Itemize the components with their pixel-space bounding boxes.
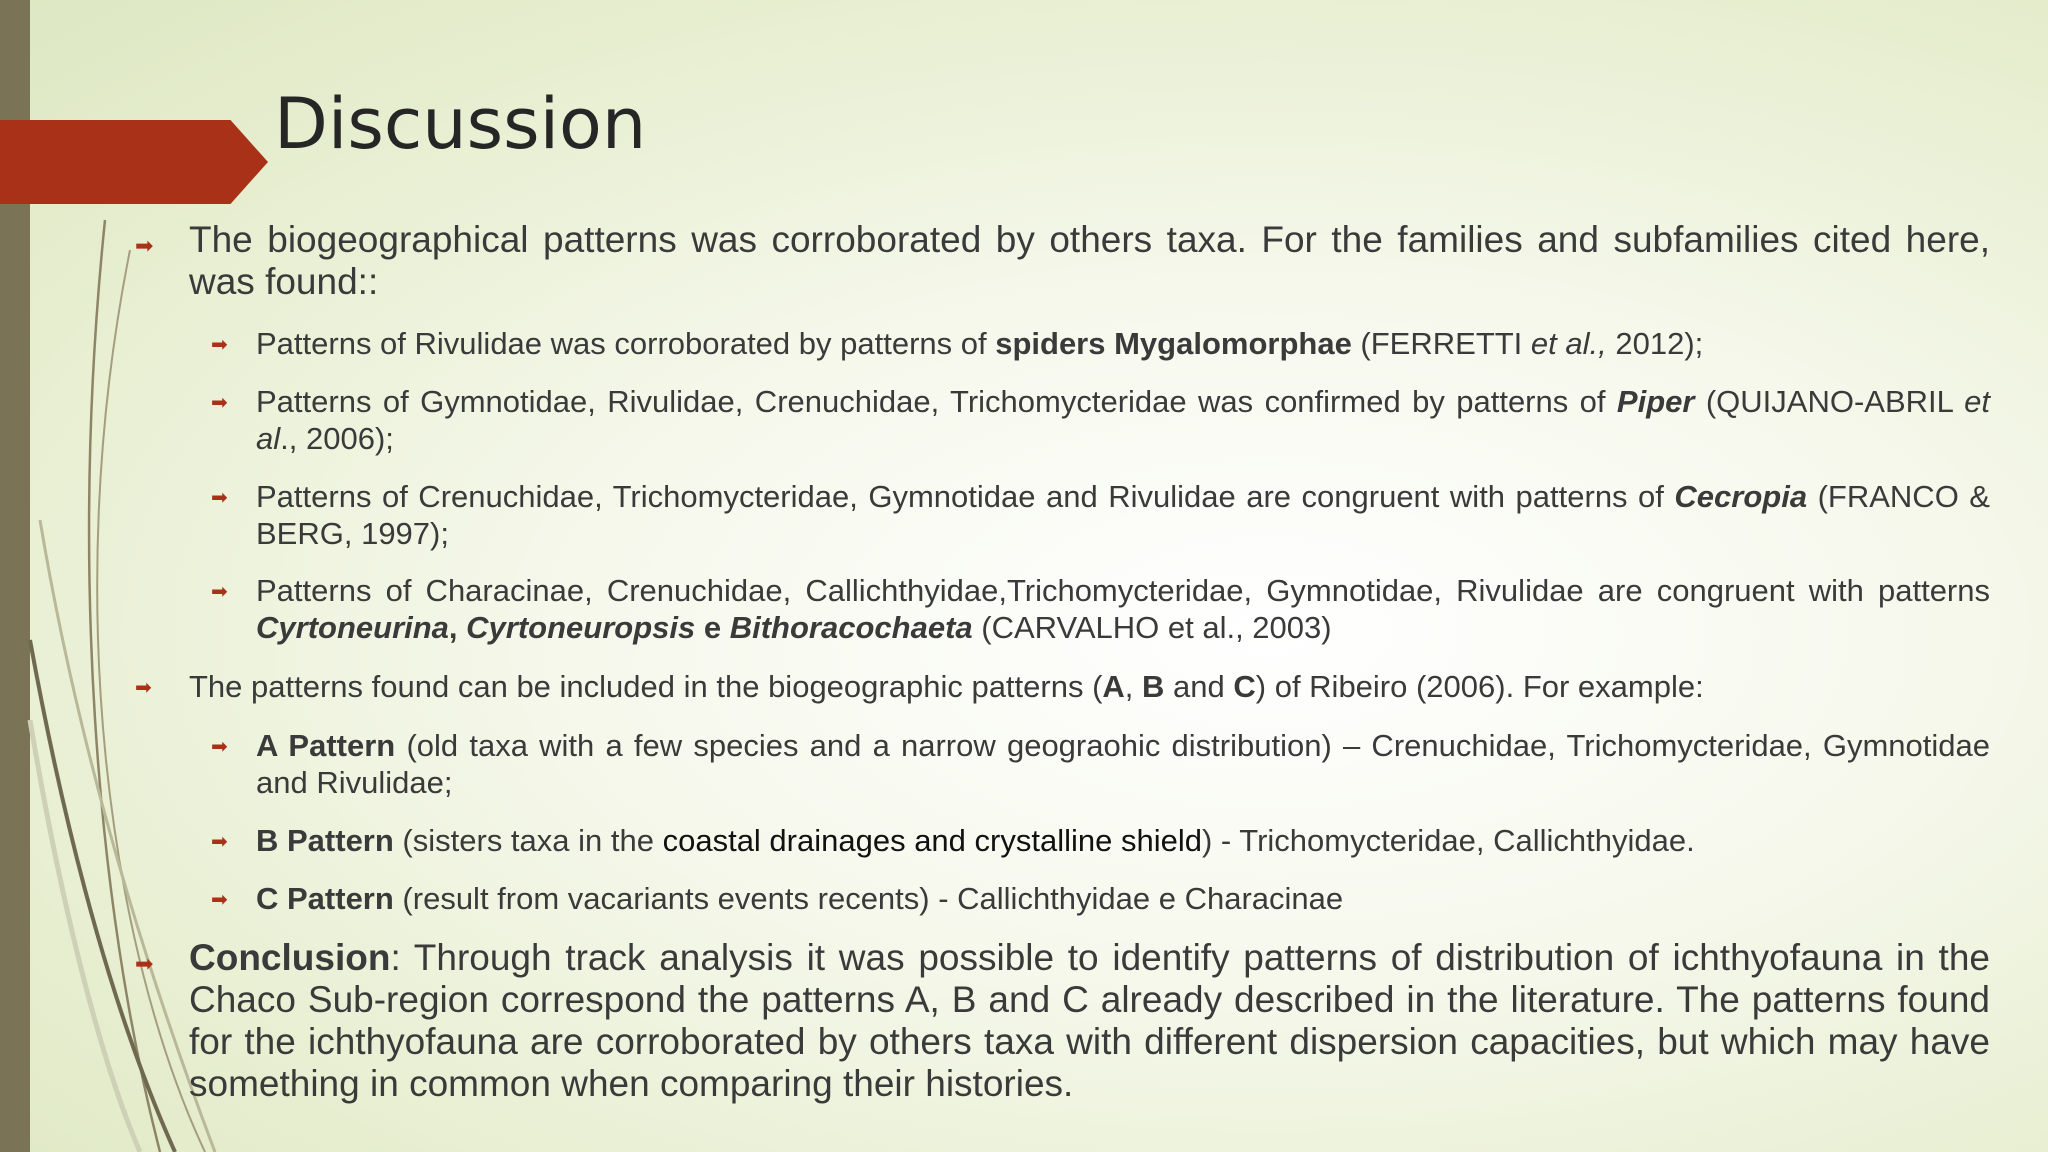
bullet-intro [135,219,1990,303]
text: ) - Trichomycteridae, Callichthyidae. [1201,823,1695,858]
sub-bullet-crenuchidae [211,478,1990,552]
text: (FRANCO & BERG, 1997); [256,479,1990,551]
text: Patterns of Rivulidae was corroborated by patterns of [256,326,996,361]
text: ., 2006); [280,421,394,456]
text: (old taxa with a few species and a narrow geograohic distribution) – Crenuchidae, Trichomycteridae, Gymnotidae and Rivulidae; [256,728,1991,800]
text: Patterns of Characinae, Crenuchidae, Callichthyidae,Trichomycteridae, Gymnotidae, Rivulidae are congruent with patterns [256,573,1990,608]
bullet-patterns-intro [135,668,1989,705]
bullet-arrow-icon: ➡ [211,889,228,911]
et-al: et al., [1530,326,1607,361]
taxon-name: Bithoracochaeta [729,610,973,645]
slide-title: Discussion [274,83,647,165]
text: Patterns of Crenuchidae, Trichomycteridae, Gymnotidae and Rivulidae are congruent with patterns of [256,479,1675,514]
pattern-letter: C [1233,669,1256,704]
text: The patterns found can be included in the biogeographic patterns ( [189,669,1103,704]
pattern-label: B Pattern [256,823,394,858]
pattern-letter: B [1142,669,1165,704]
text: Patterns of Gymnotidae, Rivulidae, Crenuchidae, Trichomycteridae was confirmed by patterns of [256,384,1617,419]
sub-bullet-c-pattern [211,880,1990,917]
text: and [1164,669,1234,704]
text: , [448,610,467,645]
sub-bullet-rivulidae [211,325,1990,362]
sub-bullet-b-pattern [211,822,1990,859]
sub-bullet-gymnotidae [211,383,1991,457]
taxon-name: Cyrtoneurina [256,610,449,645]
text: 2012); [1606,326,1704,361]
bullet-arrow-icon: ➡ [211,831,228,853]
text: (result from vacariants events recents) - Callichthyidae e Characinae [393,881,1344,916]
text: (sisters taxa in the [393,823,663,858]
text: , [1124,669,1143,704]
text: e [695,610,730,645]
bullet-arrow-icon: ➡ [211,736,228,758]
bullet-arrow-icon: ➡ [135,951,154,976]
bullet-conclusion [135,937,1990,1105]
sub-bullet-a-pattern [211,727,1991,801]
intro-text: The biogeographical patterns was corroborated by others taxa. For the families and subfamilies cited here, was found:: [189,219,1990,302]
taxon-name: spiders Mygalomorphae [995,326,1352,361]
sub-bullet-characinae [211,572,1990,646]
text: (QUIJANO-ABRIL [1694,384,1965,419]
taxon-name: Piper [1616,384,1695,419]
conclusion-text: : Through track analysis it was possible to identify patterns of distribution of ichthyofauna in the Chaco Sub-region correspond the patterns A, B and C already described in the literature. The patterns found for the ichthyofauna are corroborated by others taxa with different dispersion capacities, but which may have something in common when comparing their histories. [189,937,1990,1104]
title-accent-arrow [0,120,268,204]
pattern-letter: A [1102,669,1125,704]
bullet-arrow-icon: ➡ [211,581,228,603]
bullet-arrow-icon: ➡ [211,487,228,509]
bullet-arrow-icon: ➡ [135,677,152,699]
bullet-arrow-icon: ➡ [211,334,228,356]
text: (CARVALHO et al., 2003) [972,610,1332,645]
bullet-arrow-icon: ➡ [135,233,154,258]
text: coastal drainages and crystalline shield [662,823,1202,858]
text: (FERRETTI [1351,326,1531,361]
taxon-name: Cecropia [1674,479,1808,514]
text: ) of Ribeiro (2006). For example: [1255,669,1704,704]
et-al: et al [256,384,1991,456]
bullet-arrow-icon: ➡ [211,392,228,414]
pattern-label: A Pattern [256,728,396,763]
taxon-name: Cyrtoneuropsis [466,610,696,645]
pattern-label: C Pattern [256,881,394,916]
conclusion-label: Conclusion [189,937,391,978]
